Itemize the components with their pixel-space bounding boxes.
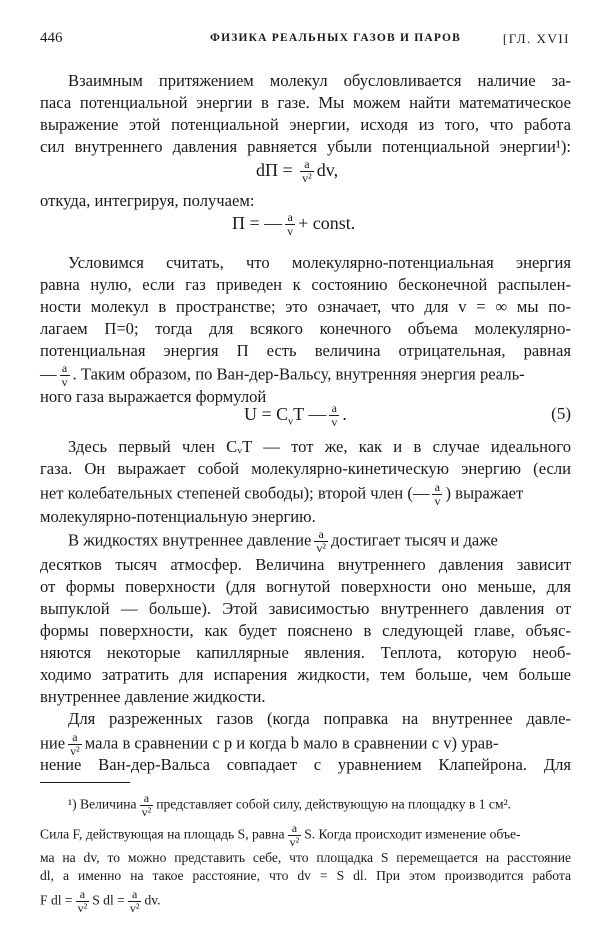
text-line: лагаем П=0; тогда для всякого конечного объема молекулярно- (40, 319, 571, 338)
footnote-line: ма на dv, то можно представить себе, что площадка S перемещается на расстояние (40, 850, 571, 865)
text-line: равна нулю, если газ приведен к состоянию бесконечной распылен- (40, 275, 571, 294)
text-line: формы поверхности, как будет пояснено в следующей главе, объяс- (40, 621, 571, 640)
text-line: ности молекул в пространстве; это означает, что для v = ∞ мы по- (40, 297, 571, 316)
text-line: ходимо затратить для испарения жидкости, тем больше, чем больше (40, 665, 571, 684)
text-line: выпуклой — больше). Этой зависимостью внутреннего давления от (40, 599, 571, 618)
text-line: десятков тысяч атмосфер. Величина внутреннего давления зависит (40, 555, 571, 574)
text-line: нет колебательных степеней свободы); второй член (— $\frac{a}{v}$ ) выражает (40, 480, 524, 508)
text-line: паса потенциальной энергии в газе. Мы можем найти математическое (40, 93, 571, 112)
text-line: — $\frac{a}{v}$ . Таким образом, по Ван-дер-Вальсу, внутренняя энергия реаль- (40, 361, 525, 389)
fraction: $\frac{a}{v}$ (331, 401, 338, 430)
text-line: Для разреженных газов (когда поправка на внутреннее давле- (68, 709, 571, 728)
eq-rhs: dv, (316, 160, 339, 180)
chapter-label: [ГЛ. XVII (502, 31, 570, 46)
text-line: внутреннее давление жидкости. (40, 687, 266, 706)
footnote-line: F dl = $\frac{a}{\text{v²}}$ S dl = $\frac{a}{\text{v²}}$ dv. (40, 887, 161, 915)
text-line: няются некоторые капиллярные явления. Теплота, которую необ- (40, 643, 571, 662)
text-line: нение Ван-дер-Вальса совпадает с уравнением Клапейрона. Для (40, 755, 571, 774)
eq-lhs: П = — (232, 213, 283, 233)
text-line: откуда, интегрируя, получаем: (40, 191, 255, 210)
running-title: ФИЗИКА РЕАЛЬНЫХ ГАЗОВ И ПАРОВ (210, 32, 462, 44)
eq-lhs: dП = (256, 160, 298, 180)
footnote-line: dl, а именно на такое расстояние, что dv = S dl. При этом производится работа (40, 868, 571, 883)
fraction: $\frac{a}{\text{v²}}$ (289, 821, 300, 849)
text-line: сил внутреннего давления равняется убыли потенциальной энергии¹): (40, 137, 571, 156)
fraction: $\frac{a}{v}$ (287, 210, 294, 239)
eq-rhs: + const. (298, 213, 356, 233)
text-line: Условимся считать, что молекулярно-потенциальная энергия (68, 253, 571, 272)
equation-5: $U = C_vT$ — $\frac{a}{v}$ . (244, 401, 347, 430)
text-line: газа. Он выражает собой молекулярно-кинетическую энергию (если (40, 459, 571, 478)
footnote-rule (40, 782, 130, 783)
text-line: выражение этой потенциальной энергии, исходя из того, что работа (40, 115, 571, 134)
text-line: от формы поверхности (для вогнутой поверхности оно меньше, для (40, 577, 571, 596)
text-line: Здесь первый член CᵥT — тот же, как и в случае идеального (68, 437, 571, 456)
text-line: В жидкостях внутреннее давление $\frac{a}{\text{v²}}$ достигает тысяч и даже (68, 527, 498, 555)
footnote-line: Сила F, действующая на площадь S, равна $\frac{a}{\text{v²}}$ S. Когда происходит изменение объе- (40, 821, 521, 849)
equation-dpi (256, 158, 338, 185)
equation-number: (5) (551, 404, 571, 423)
text-line: ние $\frac{a}{\text{v²}}$ мала в сравнении с p и когда b мало в сравнении с v) урав- (40, 730, 499, 758)
fraction: $\frac{a}{\text{v²}}$ (77, 887, 88, 915)
fraction: $\frac{a}{\text{v²}}$ (302, 157, 312, 186)
fraction: $\frac{a}{\text{v²}}$ (141, 791, 152, 819)
text-line: ного газа выражается формулой (40, 387, 267, 406)
fraction: $\frac{a}{\text{v²}}$ (316, 527, 326, 555)
running-header (40, 30, 570, 52)
equation-pi (232, 211, 355, 238)
fraction: $\frac{a}{\text{v²}}$ (129, 887, 140, 915)
fraction: $\frac{a}{v}$ (434, 480, 441, 508)
text-line: потенциальная энергия П есть величина отрицательная, равная (40, 341, 571, 360)
fraction: $\frac{a}{\text{v²}}$ (70, 730, 80, 758)
text-line: Взаимным притяжением молекул обусловливается наличие за- (68, 71, 571, 90)
fraction: $\frac{a}{v}$ (61, 361, 68, 389)
page-number: 446 (40, 30, 63, 46)
footnote-line: ¹) Величина $\frac{a}{\text{v²}}$ представляет собой силу, действующую на площадку в 1 см². (68, 791, 512, 819)
text-line: молекулярно-потенциальную энергию. (40, 507, 316, 526)
